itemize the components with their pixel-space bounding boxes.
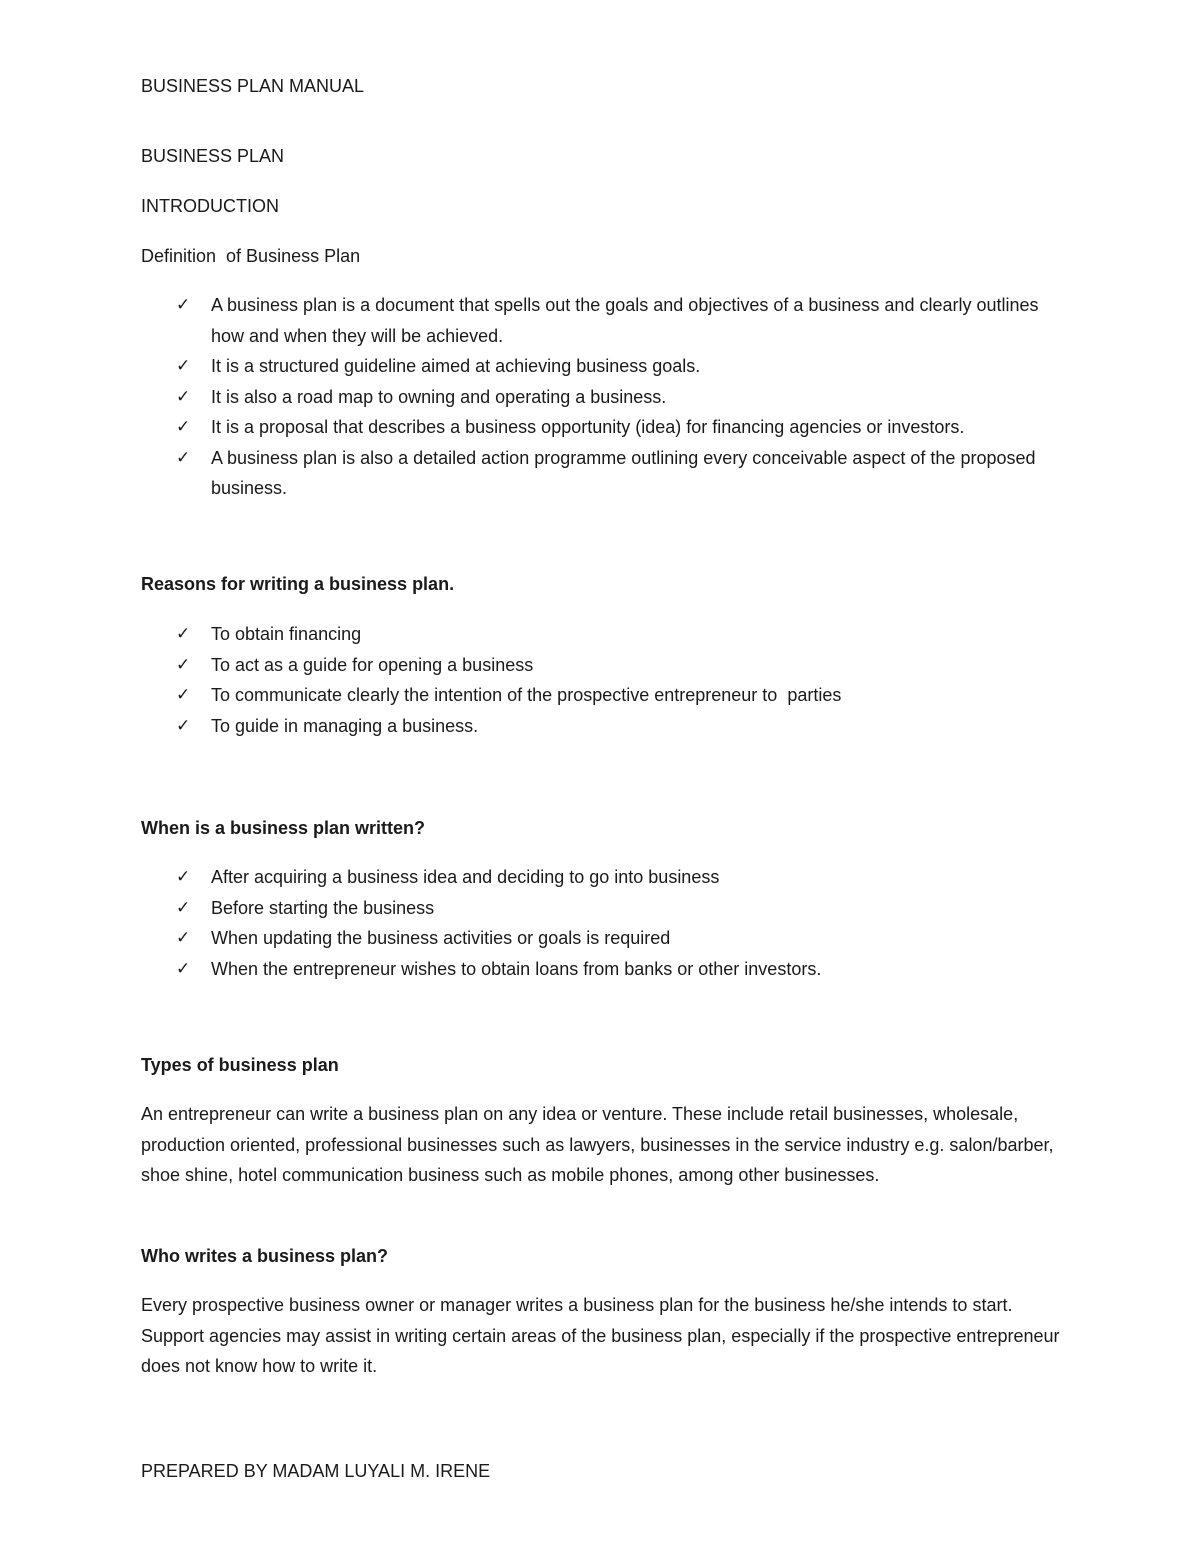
list-item (141, 680, 1071, 711)
checkmark-icon: ✓ (176, 928, 191, 948)
reasons-list (141, 619, 1071, 741)
reasons-heading: Reasons for writing a business plan. (141, 574, 455, 594)
list-item-text: A business plan is a document that spells out the goals and objectives of a business and clearly outlines how and when they will be achieved. (211, 295, 1039, 346)
list-item-text: When the entrepreneur wishes to obtain loans from banks or other investors. (211, 958, 822, 979)
list-item-text: It is a proposal that describes a business opportunity (idea) for financing agencies or investors. (211, 417, 965, 437)
checkmark-icon: ✓ (176, 386, 191, 407)
list-item-text: To act as a guide for opening a business (211, 654, 534, 675)
list-item (141, 893, 1071, 924)
list-item (141, 443, 1071, 504)
when-list (141, 862, 1071, 984)
list-item-text: To obtain financing (211, 624, 362, 644)
checkmark-icon: ✓ (176, 417, 191, 437)
list-item (141, 862, 1071, 893)
types-paragraph: An entrepreneur can write a business plan on any idea or venture. These include retail businesses, wholesale, production oriented, professional businesses such as lawyers, businesses in the service industry e.g. salon/barber, shoe shine, hotel communication business such as mobile phones, among other businesses. (141, 1104, 1054, 1185)
list-item (141, 923, 1071, 954)
checkmark-icon: ✓ (176, 958, 191, 979)
list-item (141, 650, 1071, 681)
list-item (141, 351, 1071, 382)
list-item-text: Before starting the business (211, 897, 435, 918)
checkmark-icon: ✓ (176, 685, 191, 705)
checkmark-icon: ✓ (176, 867, 191, 887)
footer-prepared-by: PREPARED BY MADAM LUYALI M. IRENE (141, 1461, 491, 1481)
checkmark-icon: ✓ (176, 654, 191, 675)
list-item (141, 954, 1071, 985)
checkmark-icon: ✓ (176, 295, 191, 315)
checkmark-icon: ✓ (176, 356, 191, 376)
list-item-text: It is a structured guideline aimed at achieving business goals. (211, 356, 701, 376)
checkmark-icon: ✓ (176, 624, 191, 644)
list-item (141, 711, 1071, 742)
list-item-text: A business plan is also a detailed action programme outlining every conceivable aspect of the proposed business. (211, 447, 1036, 498)
definition-list (141, 290, 1071, 504)
list-item-text: When updating the business activities or goals is required (211, 928, 671, 948)
list-item (141, 290, 1071, 351)
introduction-heading: INTRODUCTION (141, 196, 279, 216)
definition-heading: Definition of Business Plan (141, 246, 361, 266)
when-heading: When is a business plan written? (141, 818, 426, 838)
list-item (141, 619, 1071, 650)
running-header: BUSINESS PLAN MANUAL (141, 76, 365, 96)
checkmark-icon: ✓ (176, 715, 191, 736)
list-item (141, 412, 1071, 443)
checkmark-icon: ✓ (176, 447, 191, 468)
list-item-text: To guide in managing a business. (211, 715, 479, 736)
checkmark-icon: ✓ (176, 897, 191, 918)
who-paragraph: Every prospective business owner or manager writes a business plan for the business he/she intends to start. Support agencies may assist in writing certain areas of the business plan, especially if the prospective entrepreneur does not know how to write it. (141, 1295, 1060, 1376)
list-item-text: To communicate clearly the intention of the prospective entrepreneur to parties (211, 685, 842, 705)
who-heading: Who writes a business plan? (141, 1246, 389, 1266)
list-item-text: After acquiring a business idea and deciding to go into business (211, 867, 720, 887)
list-item (141, 382, 1071, 413)
document-title: BUSINESS PLAN (141, 146, 285, 166)
types-heading: Types of business plan (141, 1055, 339, 1075)
list-item-text: It is also a road map to owning and operating a business. (211, 386, 667, 407)
